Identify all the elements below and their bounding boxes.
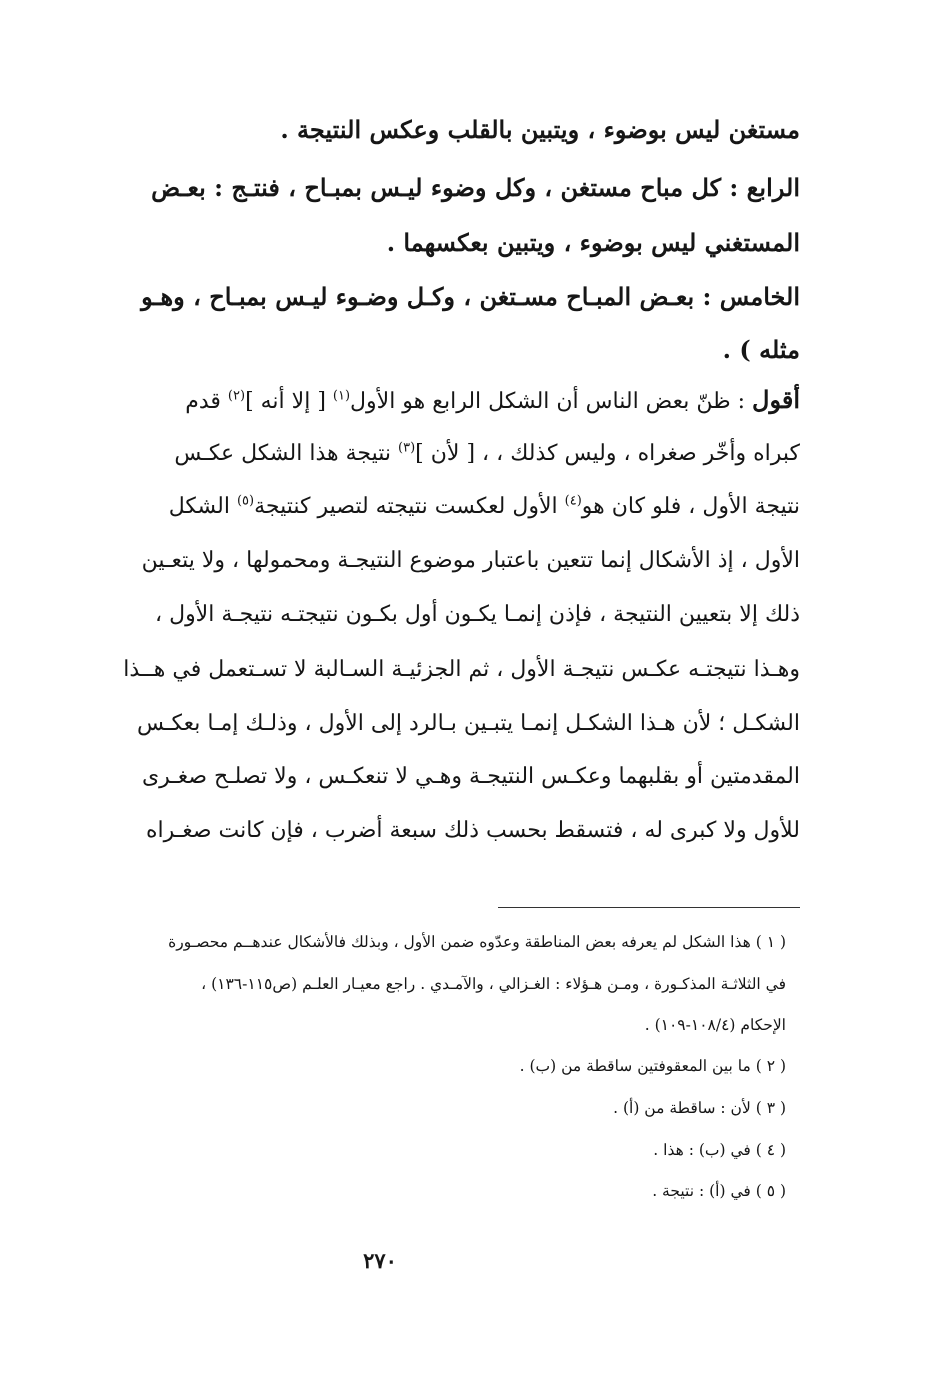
commentary-line-9: للأول ولا كبرى له ، فتسقط بحسب ذلك سبعة أضرب ، فإن كانت صغـراه	[146, 818, 800, 843]
footnote-2: ( ٢ ) ما بين المعقوفتين ساقطة من (ب) .	[519, 1057, 786, 1075]
commentary-line-3-part-c: الشكل	[168, 494, 230, 519]
footnote-1-line-2: في الثلاثـة المذكـورة ، ومـن هـؤلاء : الغـزالي ، والآمـدي . راجع معيـار العلـم (ص١١٥-١٣٦) ،	[201, 975, 786, 993]
page-number: ٢٧٠	[363, 1248, 397, 1273]
commentary-line-2	[48, 441, 800, 466]
footnote-1-line-1: ( ١ ) هذا الشكل لم يعرفه بعض المناطقة وعدّوه ضمن الأول ، وبذلك فالأشكال عندهــم محصـورة	[168, 933, 786, 951]
footnote-ref-3: (٣)	[398, 440, 416, 456]
commentary-line-8: المقدمتين أو بقلبهما وعكـس النتيجـة وهـي لا تنعكـس ، ولا تصلـح صغـرى	[141, 764, 800, 789]
commentary-line-7: الشكـل ؛ لأن هـذا الشكـل إنمـا يتبـين بـالرد إلى الأول ، وذلـك إمـا بعكـس	[136, 711, 800, 736]
commentary-line-1-part-c: قدم	[185, 389, 221, 414]
main-text-line-2: الرابع : كل مباح مستغن ، وكل وضوء ليـس بمبـاح ، فنتـج : بعـض	[151, 173, 800, 202]
commentary-line-3-part-b: الأول لعكست نتيجته لتصير كنتيجة	[254, 494, 558, 519]
footnote-1-line-3: الإحكام (١٠٨/٤-١٠٩) .	[644, 1016, 786, 1034]
footnote-ref-2: (٢)	[227, 388, 246, 404]
footnote-ref-5: (٥)	[236, 493, 255, 509]
main-text-line-3: المستغني ليس بوضوء ، ويتبين بعكسهما .	[386, 228, 800, 257]
footnote-5: ( ٥ ) في (أ) : نتيجة .	[652, 1182, 786, 1200]
commentary-line-6: وهـذا نتيجتـه عكـس نتيجـة الأول ، ثم الجزئيـة السـالبة لا تسـتعمل في هــذا	[123, 657, 800, 682]
footnote-3: ( ٣ ) لأن : ساقطة من (أ) .	[613, 1099, 786, 1117]
commentary-line-2-part-a: كبراه وأخّر صغراه ، وليس كذلك ، ، [ لأن ]	[415, 441, 800, 466]
commentary-line-4: الأول ، إذ الأشكال إنما تتعين باعتبار موضوع النتيجـة ومحمولها ، ولا يتعـين	[141, 548, 800, 573]
commentary-line-5: ذلك إلا بتعيين النتيجة ، فإذن إنمـا يكـون أول بكـون نتيجتـه نتيجـة الأول ،	[154, 602, 800, 627]
main-text-line-4: الخامس : بعـض المبـاح مسـتغن ، وكـل وضـوء ليـس بمبـاح ، وهـو	[141, 282, 800, 311]
commentary-line-3	[48, 494, 800, 519]
main-text-line-1: مستغن ليس بوضوء ، ويتبين بالقلب وعكس النتيجة .	[280, 115, 800, 144]
footnote-ref-4: (٤)	[564, 493, 582, 509]
footnote-4: ( ٤ ) في (ب) : هذا .	[653, 1141, 786, 1159]
commentary-line-2-part-b: نتيجة هذا الشكل عكـس	[174, 441, 392, 466]
footnote-ref-1: (١)	[332, 388, 351, 404]
main-text-line-5: مثله ) .	[722, 335, 800, 364]
commentary-line-1-part-b: [ إلا أنه ]	[245, 389, 326, 414]
commentary-line-1-part-a: : ظنّ بعض الناس أن الشكل الرابع هو الأول	[350, 389, 746, 414]
commentary-lead-word: أقول	[752, 385, 800, 414]
commentary-line-1	[48, 385, 800, 414]
footnote-separator	[498, 907, 800, 908]
commentary-line-3-part-a: نتيجة الأول ، فلو كان هو	[581, 494, 800, 519]
